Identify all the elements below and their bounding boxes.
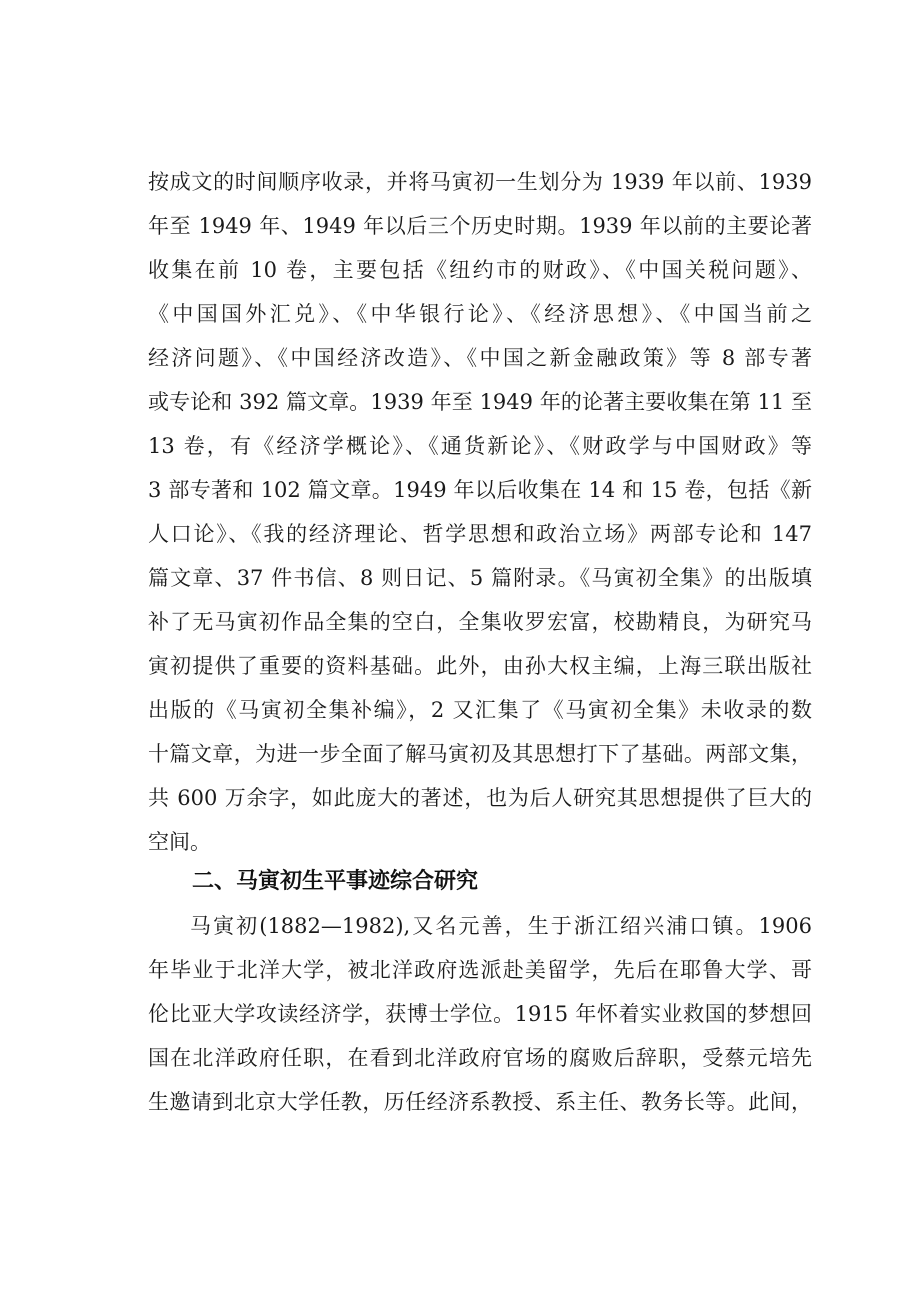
paragraph-line: 篇文章、37 件书信、8 则日记、5 篇附录。《马寅初全集》的出版填 (148, 566, 812, 590)
paragraph-line: 经济问题》、《中国经济改造》、《中国之新金融政策》等 8 部专著 (148, 346, 812, 370)
paragraph-line: 年至 1949 年、1949 年以后三个历史时期。1939 年以前的主要论著 (148, 214, 812, 238)
paragraph-1 (148, 160, 812, 864)
paragraph-line: 寅初提供了重要的资料基础。此外，由孙大权主编，上海三联出版社 (148, 654, 812, 678)
section-heading: 二、马寅初生平事迹综合研究 (192, 869, 479, 894)
paragraph-2 (148, 904, 812, 1124)
paragraph-line: 13 卷，有《经济学概论》、《通货新论》、《财政学与中国财政》等 (148, 434, 812, 458)
paragraph-line: 伦比亚大学攻读经济学，获博士学位。1915 年怀着实业救国的梦想回 (148, 1002, 812, 1026)
paragraph-line: 马寅初(1882—1982),又名元善，生于浙江绍兴浦口镇。1906 (190, 914, 812, 938)
paragraph-line: 按成文的时间顺序收录，并将马寅初一生划分为 1939 年以前、1939 (148, 170, 812, 194)
paragraph-line: 或专论和 392 篇文章。1939 年至 1949 年的论著主要收集在第 11 至 (148, 390, 812, 414)
paragraph-line: 3 部专著和 102 篇文章。1949 年以后收集在 14 和 15 卷，包括《新 (148, 478, 812, 502)
paragraph-line: 国在北洋政府任职，在看到北洋政府官场的腐败后辞职，受蔡元培先 (148, 1046, 812, 1070)
paragraph-line: 十篇文章，为进一步全面了解马寅初及其思想打下了基础。两部文集， (148, 742, 812, 766)
paragraph-line: 年毕业于北洋大学，被北洋政府选派赴美留学，先后在耶鲁大学、哥 (148, 958, 812, 982)
paragraph-line: 《中国国外汇兑》、《中华银行论》、《经济思想》、《中国当前之 (148, 302, 812, 326)
paragraph-line: 生邀请到北京大学任教，历任经济系教授、系主任、教务长等。此间， (148, 1090, 812, 1114)
paragraph-line: 空间。 (148, 830, 211, 854)
paragraph-line: 人口论》、《我的经济理论、哲学思想和政治立场》两部专论和 147 (148, 522, 812, 546)
paragraph-line: 补了无马寅初作品全集的空白，全集收罗宏富，校勘精良，为研究马 (148, 610, 812, 634)
paragraph-line: 收集在前 10 卷，主要包括《纽约市的财政》、《中国关税问题》、 (148, 258, 812, 282)
paragraph-line: 出版的《马寅初全集补编》，2 又汇集了《马寅初全集》未收录的数 (148, 698, 812, 722)
paragraph-line: 共 600 万余字，如此庞大的著述，也为后人研究其思想提供了巨大的 (148, 786, 812, 810)
